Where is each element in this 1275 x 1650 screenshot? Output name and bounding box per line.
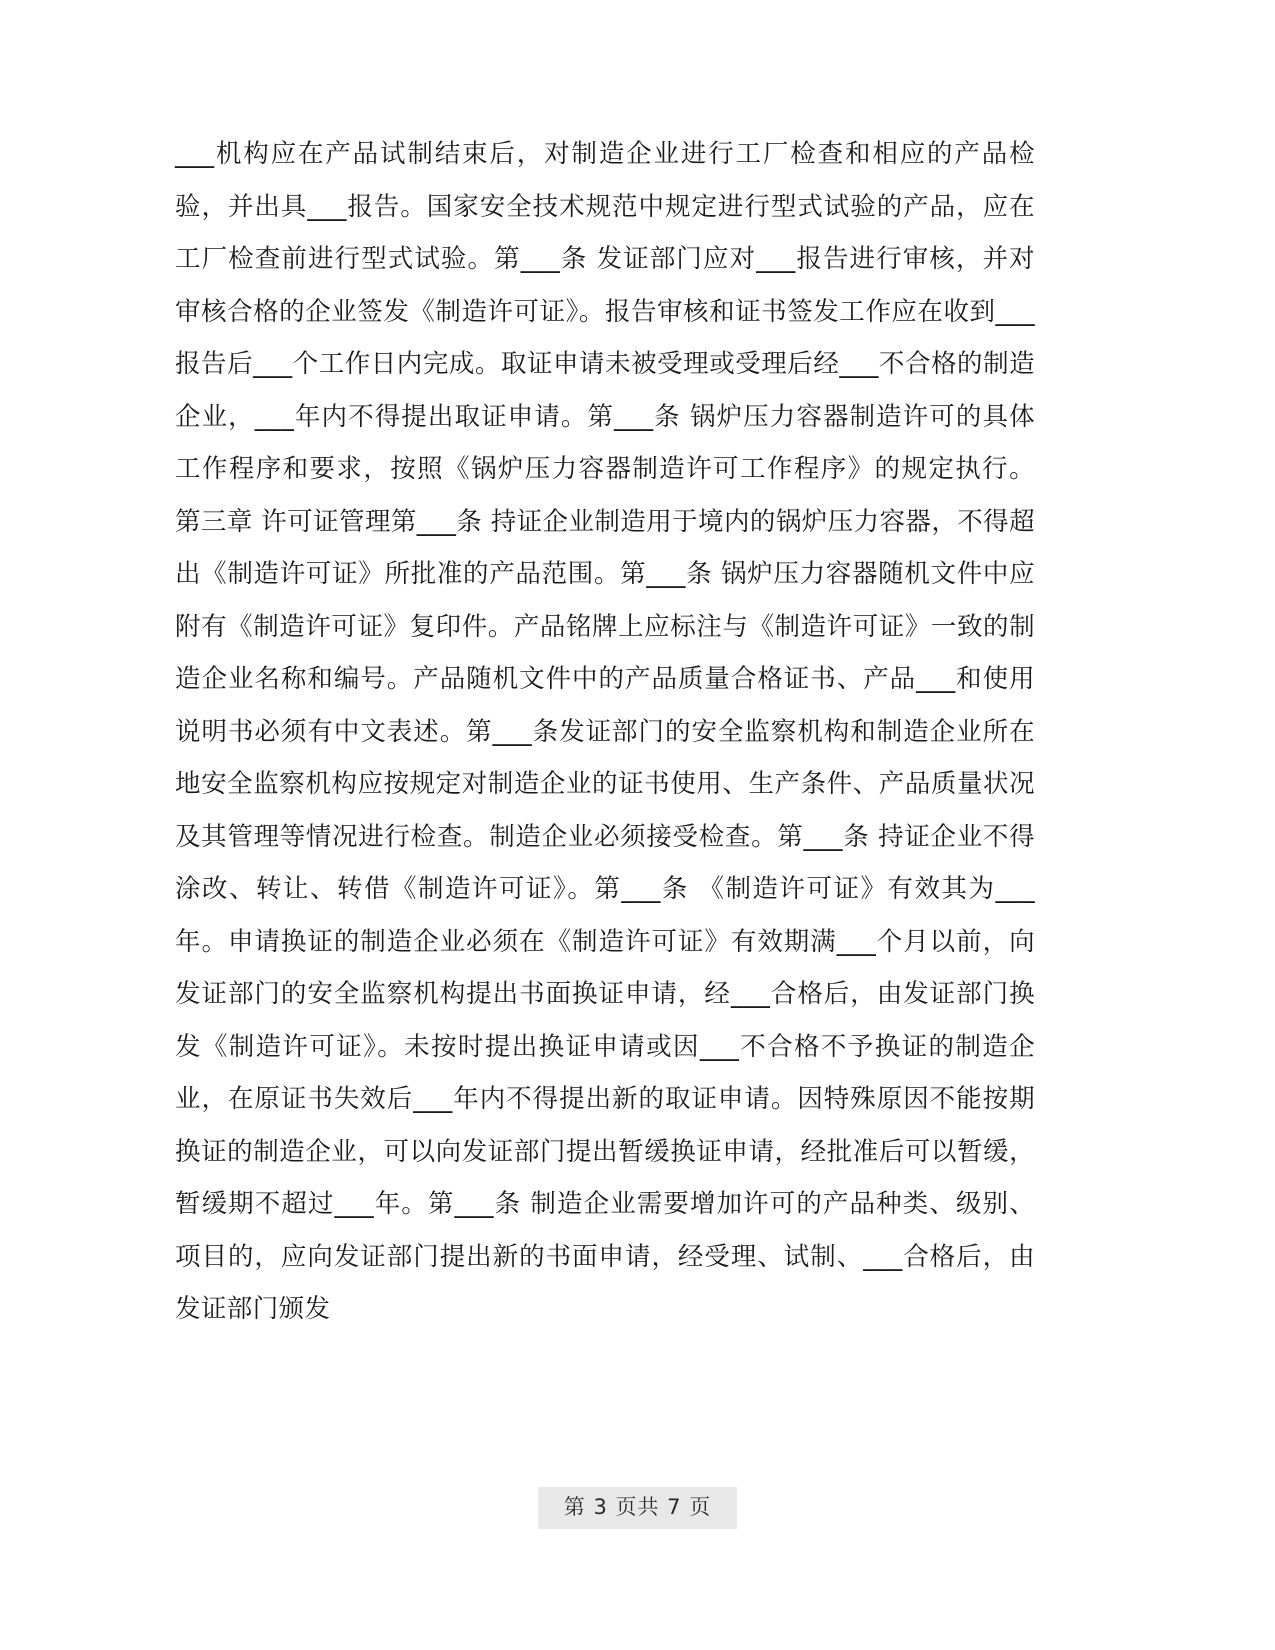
page-footer: [0, 1487, 1275, 1529]
document-body-paragraph: ___机构应在产品试制结束后，对制造企业进行工厂检查和相应的产品检验，并出具___报告。国家安全技术规范中规定进行型式试验的产品，应在工厂检查前进行型式试验。第___条 发证部门应对___报告进行审核，并对审核合格的企业签发《制造许可证》。报告审核和证书签发工作应在收到___报告后___个工作日内完成。取证申请未被受理或受理后经___不合格的制造企业，___年内不得提出取证申请。第___条 锅炉压力容器制造许可的具体工作程序和要求，按照《锅炉压力容器制造许可工作程序》的规定执行。 第三章 许可证管理第___条 持证企业制造用于境内的锅炉压力容器，不得超出《制造许可证》所批准的产品范围。第___条 锅炉压力容器随机文件中应附有《制造许可证》复印件。产品铭牌上应标注与《制造许可证》一致的制造企业名称和编号。产品随机文件中的产品质量合格证书、产品___和使用说明书必须有中文表述。第___条发证部门的安全监察机构和制造企业所在地安全监察机构应按规定对制造企业的证书使用、生产条件、产品质量状况及其管理等情况进行检查。制造企业必须接受检查。第___条 持证企业不得涂改、转让、转借《制造许可证》。第___条 《制造许可证》有效其为___年。申请换证的制造企业必须在《制造许可证》有效期满___个月以前，向发证部门的安全监察机构提出书面换证申请，经___合格后，由发证部门换发《制造许可证》。未按时提出换证申请或因___不合格不予换证的制造企业，在原证书失效后___年内不得提出新的取证申请。因特殊原因不能按期换证的制造企业，可以向发证部门提出暂缓换证申请，经批准后可以暂缓，暂缓期不超过___年。第___条 制造企业需要增加许可的产品种类、级别、项目的，应向发证部门提出新的书面申请，经受理、试制、___合格后，由发证部门颁发: [175, 139, 1035, 1324]
page-number-label: 第 3 页共 7 页: [538, 1487, 737, 1529]
